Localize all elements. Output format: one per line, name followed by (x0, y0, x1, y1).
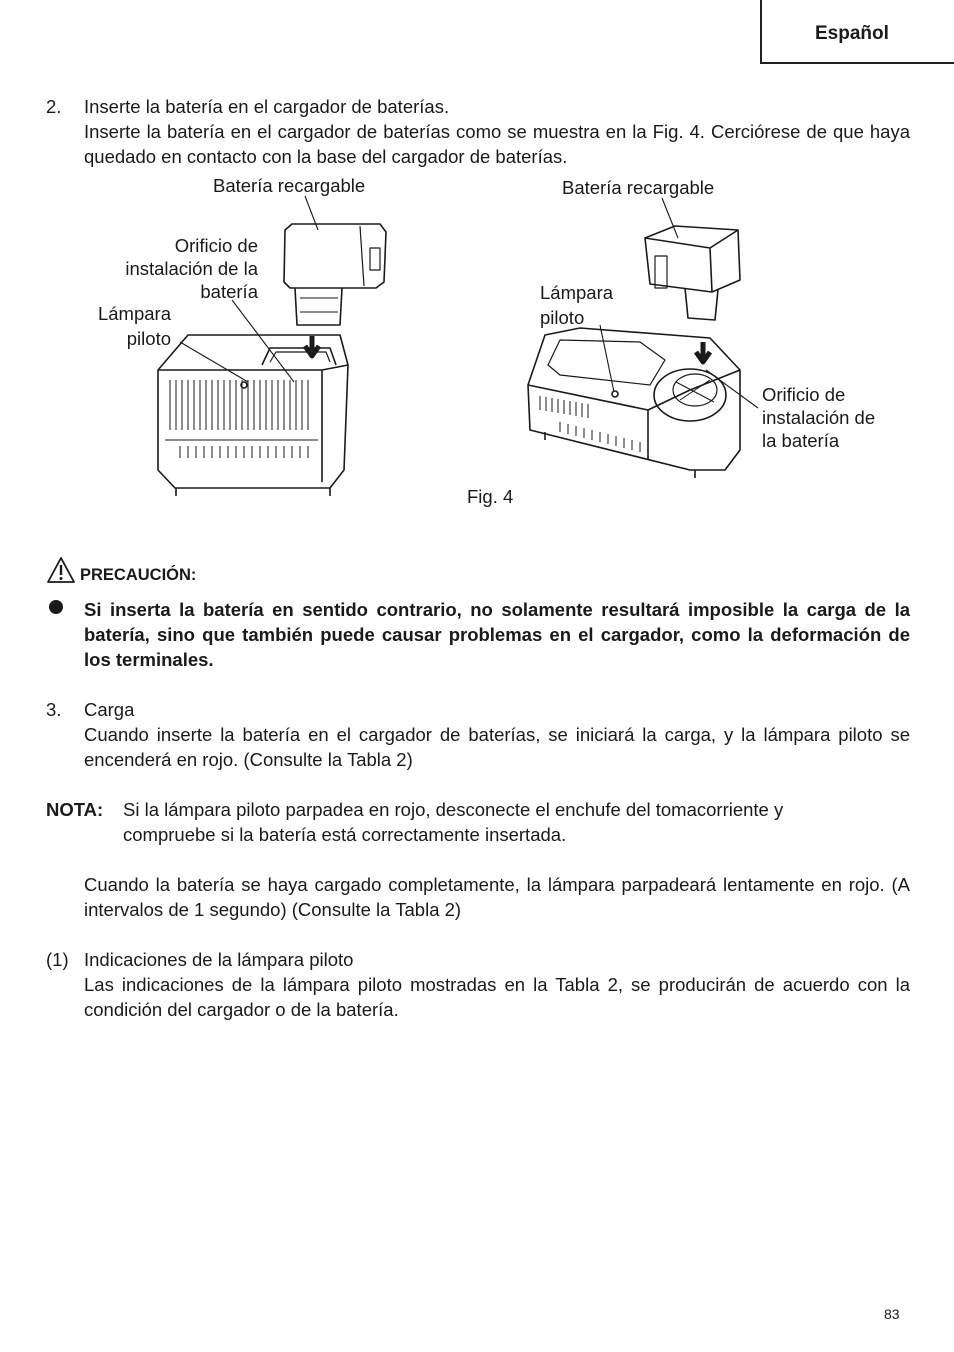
right-hole-label-3: la batería (762, 430, 840, 451)
step-3-body: Cuando inserte la batería en el cargador de baterías, se iniciará la carga, y la lámpara piloto se encenderá en rojo. (Consulte la Tabla 2) (84, 724, 910, 770)
left-hole-label-2: instalación de la (125, 258, 258, 279)
note-label: NOTA: (46, 799, 104, 820)
step-3-number: 3. (46, 699, 62, 720)
sub-1-body: Las indicaciones de la lámpara piloto mostradas en la Tabla 2, se producirán de acuerdo con la condición del cargador o de la batería. (84, 974, 910, 1020)
left-charger-drawing (158, 335, 348, 496)
right-lamp-label-2: piloto (540, 307, 585, 328)
right-charger-drawing (528, 328, 740, 478)
caution-title: PRECAUCIÓN: (80, 566, 197, 584)
step-3-title: Carga (84, 699, 135, 720)
left-lamp-label-2: piloto (126, 328, 171, 349)
caution-text: Si inserta la batería en sentido contrario, no solamente resultará imposible la carga de la batería, sino que también puede causar problemas en el cargador, como la deformación de los terminales. (84, 599, 910, 670)
right-hole-label-1: Orificio de (762, 384, 846, 405)
right-lamp-label-1: Lámpara (540, 282, 614, 303)
language-tab (760, 0, 954, 64)
sub-1-title: Indicaciones de la lámpara piloto (84, 949, 354, 970)
step-2-number: 2. (46, 96, 62, 117)
language-label: Español (815, 23, 889, 44)
sub-1-number: (1) (46, 949, 69, 970)
step-2-title: Inserte la batería en el cargador de baterías. (84, 96, 450, 117)
warning-triangle-icon (46, 556, 76, 584)
page-number: 83 (884, 1306, 900, 1322)
left-hole-label-3: batería (200, 281, 258, 302)
figure-caption: Fig. 4 (467, 486, 514, 507)
caution-bullet (49, 600, 63, 614)
full-charge-text: Cuando la batería se haya cargado completamente, la lámpara parpadeará lentamente en rojo. (A intervalos de 1 segundo) (Consulte la Tabla 2) (84, 874, 910, 920)
note-line-1: Si la lámpara piloto parpadea en rojo, desconecte el enchufe del tomacorriente y (123, 799, 784, 820)
figure-4 (0, 170, 954, 510)
right-battery-label: Batería recargable (562, 177, 715, 198)
left-lamp-label-1: Lámpara (97, 303, 171, 324)
right-insert-arrow (696, 342, 710, 362)
step-2-body: Inserte la batería en el cargador de baterías como se muestra en la Fig. 4. Cerciórese de que haya quedado en contacto con la base del cargador de baterías. (84, 121, 910, 167)
left-hole-label-1: Orificio de (174, 235, 258, 256)
left-battery-drawing (284, 224, 386, 325)
right-battery-drawing (645, 226, 740, 320)
left-insert-arrow (305, 336, 319, 356)
left-battery-label: Batería recargable (213, 175, 366, 196)
right-hole-label-2: instalación de (762, 407, 876, 428)
note-line-2: compruebe si la batería está correctamente insertada. (123, 824, 567, 845)
